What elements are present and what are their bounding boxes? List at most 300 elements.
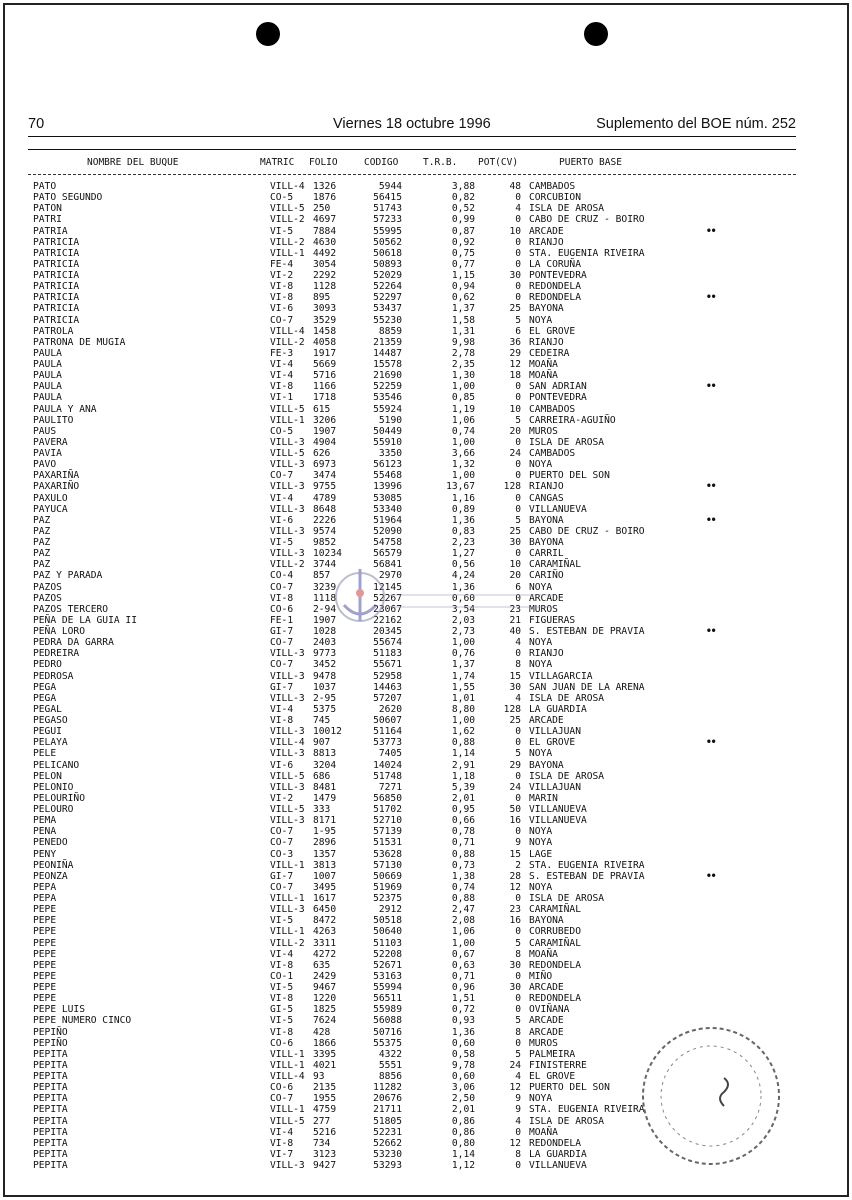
- table-row: [0, 938, 852, 949]
- puerto-base: BAYONA: [529, 514, 564, 526]
- potencia: 0: [515, 893, 521, 904]
- potencia: 21: [509, 614, 521, 626]
- table-row: [0, 971, 852, 982]
- vessel-name: PEPE: [33, 915, 57, 927]
- codigo: 12145: [373, 581, 402, 593]
- potencia: 5: [515, 937, 521, 949]
- col-pot: POT(CV): [478, 157, 519, 168]
- table-row: [0, 381, 852, 392]
- publication-title: Suplemento del BOE núm. 252: [596, 116, 796, 132]
- vessel-name: PAZ: [33, 559, 51, 571]
- puerto-base: NOYA: [529, 314, 553, 326]
- matricula: GI-7: [270, 870, 294, 882]
- matricula: FE-4: [270, 258, 294, 270]
- codigo: 3350: [378, 448, 402, 459]
- potencia: 24: [509, 781, 521, 793]
- puerto-base: SAN ADRIAN: [529, 381, 587, 393]
- trb: 0,93: [451, 1015, 475, 1027]
- codigo: 20676: [373, 1093, 402, 1105]
- matricula: VI-6: [270, 514, 294, 526]
- codigo: 2912: [378, 904, 402, 916]
- folio: 2-95: [313, 692, 337, 704]
- matricula: VILL-3: [270, 726, 305, 738]
- table-row: [0, 804, 852, 815]
- col-folio: FOLIO: [309, 157, 338, 168]
- potencia: 20: [509, 570, 521, 582]
- trb: 0,77: [451, 258, 475, 270]
- matricula: VI-4: [270, 492, 294, 504]
- vessel-name: PEPITA: [33, 1082, 68, 1094]
- codigo: 53163: [373, 970, 402, 982]
- trb: 1,30: [451, 370, 475, 382]
- puerto-base: MIÑO: [529, 970, 553, 982]
- vessel-name: PEGASO: [33, 715, 68, 726]
- vessel-name: PEPITA: [33, 1148, 68, 1160]
- folio: 3474: [313, 470, 337, 482]
- potencia: 0: [515, 459, 521, 471]
- codigo: 55674: [373, 637, 402, 649]
- puerto-base: CABO DE CRUZ - BOIRO: [529, 214, 645, 226]
- folio: 1479: [313, 792, 337, 804]
- codigo: 50669: [373, 870, 402, 882]
- folio: 1326: [313, 181, 337, 192]
- potencia: 5: [515, 748, 521, 760]
- vessel-name: PATRICIA: [33, 247, 80, 259]
- table-row: [0, 760, 852, 771]
- codigo: 22162: [373, 614, 402, 626]
- puerto-base: RIANJO: [529, 648, 564, 660]
- folio: 6450: [313, 904, 337, 916]
- folio: 8472: [313, 915, 337, 927]
- matricula: CO-7: [270, 837, 294, 849]
- matricula: VI-5: [270, 225, 294, 237]
- table-row: [0, 671, 852, 682]
- codigo: 7271: [378, 781, 402, 793]
- trb: 1,14: [451, 748, 475, 760]
- potencia: 36: [509, 336, 521, 348]
- trb: 1,18: [451, 770, 475, 782]
- folio: 1866: [313, 1037, 337, 1049]
- trb: 1,27: [451, 548, 475, 560]
- puerto-base: PUERTO DEL SON: [529, 470, 610, 482]
- potencia: 10: [509, 559, 521, 571]
- matricula: VILL-3: [270, 548, 305, 560]
- folio: 1876: [313, 192, 337, 204]
- codigo: 52267: [373, 592, 402, 604]
- folio: 3093: [313, 303, 337, 315]
- potencia: 8: [515, 1026, 521, 1038]
- codigo: 56511: [373, 993, 402, 1005]
- vessel-name: PELICANO: [33, 759, 80, 771]
- codigo: 53293: [373, 1160, 402, 1171]
- potencia: 0: [515, 826, 521, 838]
- puerto-base: VILLANUEVA: [529, 804, 587, 815]
- vessel-name: PEDRO: [33, 659, 62, 671]
- vessel-name: PATRONA DE MUGIA: [33, 336, 126, 348]
- trb: 1,58: [451, 314, 475, 326]
- trb: 1,00: [451, 637, 475, 649]
- folio: 1128: [313, 281, 337, 293]
- puerto-base: S. ESTEBAN DE PRAVIA: [529, 870, 645, 882]
- watermark-anchor-logo: [330, 555, 560, 640]
- vessel-name: PEPE: [33, 970, 57, 982]
- codigo: 52029: [373, 270, 402, 281]
- vessel-name: PAULA: [33, 370, 62, 382]
- folio: 5669: [313, 359, 337, 370]
- puerto-base: OVIÑANA: [529, 1004, 570, 1016]
- table-row: [0, 237, 852, 248]
- table-row: [0, 960, 852, 971]
- puerto-base: VILLAJUAN: [529, 726, 581, 738]
- matricula: VILL-1: [270, 1048, 305, 1060]
- codigo: 2620: [378, 703, 402, 715]
- trb: 0,87: [451, 225, 475, 237]
- puerto-base: NOYA: [529, 826, 553, 838]
- folio: 1037: [313, 681, 337, 693]
- puerto-base: NOYA: [529, 881, 553, 893]
- vessel-name: PAULA: [33, 347, 62, 359]
- folio: 3395: [313, 1048, 337, 1060]
- table-row: [0, 860, 852, 871]
- puerto-base: CORCUBION: [529, 192, 581, 204]
- page-header: [28, 116, 796, 136]
- potencia: 8: [515, 948, 521, 960]
- codigo: 50607: [373, 715, 402, 726]
- table-row: [0, 315, 852, 326]
- codigo: 21690: [373, 370, 402, 382]
- folio: 615: [313, 403, 331, 415]
- trb: 0,67: [451, 948, 475, 960]
- potencia: 0: [515, 436, 521, 448]
- table-row: [0, 659, 852, 670]
- table-row: [0, 726, 852, 737]
- folio: 1220: [313, 993, 337, 1005]
- puerto-base: CARAMIÑAL: [529, 904, 581, 916]
- folio: 1-95: [313, 826, 337, 838]
- vessel-name: PATRICIA: [33, 236, 80, 248]
- potencia: 5: [515, 1015, 521, 1027]
- page-date: Viernes 18 octubre 1996: [333, 116, 491, 132]
- puerto-base: PONTEVEDRA: [529, 270, 587, 281]
- potencia: 16: [509, 915, 521, 927]
- table-row: [0, 748, 852, 759]
- potencia: 0: [515, 648, 521, 660]
- matricula: CO-7: [270, 637, 294, 649]
- puerto-base: BAYONA: [529, 759, 564, 771]
- codigo: 8856: [378, 1071, 402, 1082]
- puerto-base: ARCADE: [529, 1015, 564, 1027]
- potencia: 30: [509, 982, 521, 993]
- matricula: VILL-3: [270, 525, 305, 537]
- codigo: 50618: [373, 247, 402, 259]
- codigo: 51969: [373, 881, 402, 893]
- table-row: [0, 303, 852, 314]
- potencia: 29: [509, 759, 521, 771]
- folio: 1907: [313, 614, 337, 626]
- potencia: 0: [515, 1126, 521, 1138]
- trb: 2,47: [451, 904, 475, 916]
- matricula: VI-4: [270, 948, 294, 960]
- trb: 0,58: [451, 1048, 475, 1060]
- codigo: 51964: [373, 514, 402, 526]
- trb: 8,80: [451, 703, 475, 715]
- codigo: 50518: [373, 915, 402, 927]
- potencia: 4: [515, 637, 521, 649]
- folio: 4058: [313, 336, 337, 348]
- matricula: VI-5: [270, 915, 294, 927]
- table-row: [0, 481, 852, 492]
- codigo: 55924: [373, 403, 402, 415]
- trb: 1,62: [451, 726, 475, 738]
- matricula: VILL-1: [270, 893, 305, 904]
- matricula: VILL-2: [270, 236, 305, 248]
- trb: 1,19: [451, 403, 475, 415]
- trb: 2,03: [451, 614, 475, 626]
- puerto-base: MARIN: [529, 792, 558, 804]
- vessel-name: PEDREIRA: [33, 648, 80, 660]
- vessel-name: PEDRA DA GARRA: [33, 637, 114, 649]
- potencia: 30: [509, 681, 521, 693]
- vessel-name: PEPE LUIS: [33, 1004, 85, 1016]
- trb: 0,62: [451, 292, 475, 304]
- trb: 1,37: [451, 659, 475, 671]
- table-row: [0, 214, 852, 225]
- table-row: [0, 248, 852, 259]
- vessel-name: PATRICIA: [33, 281, 80, 293]
- potencia: 24: [509, 1059, 521, 1071]
- matricula: VILL-5: [270, 448, 305, 459]
- folio: 4272: [313, 948, 337, 960]
- trb: 0,95: [451, 804, 475, 815]
- codigo: 52710: [373, 815, 402, 827]
- codigo: 55994: [373, 982, 402, 993]
- binder-hole-left: [256, 22, 280, 46]
- potencia: 0: [515, 492, 521, 504]
- puerto-base: MOAÑA: [529, 370, 558, 382]
- vessel-name: PEPA: [33, 881, 57, 893]
- potencia: 48: [509, 181, 521, 192]
- folio: 333: [313, 804, 331, 815]
- potencia: 4: [515, 692, 521, 704]
- vessel-name: PEONIÑA: [33, 859, 74, 871]
- table-row: [0, 949, 852, 960]
- puerto-base: STA. EUGENIA RIVEIRA: [529, 1104, 645, 1116]
- folio: 1917: [313, 347, 337, 359]
- codigo: 56415: [373, 192, 402, 204]
- matricula: CO-6: [270, 603, 294, 615]
- trb: 1,00: [451, 470, 475, 482]
- trb: 2,01: [451, 1104, 475, 1116]
- codigo: 50562: [373, 236, 402, 248]
- potencia: 24: [509, 448, 521, 459]
- codigo: 14024: [373, 759, 402, 771]
- matricula: VILL-3: [270, 481, 305, 493]
- trb: 1,74: [451, 670, 475, 682]
- vessel-name: PAUS: [33, 425, 57, 437]
- col-codigo: CODIGO: [364, 157, 399, 168]
- trb: 1,14: [451, 1148, 475, 1160]
- folio: 907: [313, 737, 331, 749]
- matricula: CO-7: [270, 314, 294, 326]
- mark: ••: [706, 514, 716, 526]
- vessel-name: PEPE: [33, 937, 57, 949]
- codigo: 56123: [373, 459, 402, 471]
- folio: 4789: [313, 492, 337, 504]
- trb: 1,36: [451, 581, 475, 593]
- puerto-base: LA GUARDIA: [529, 1148, 587, 1160]
- folio: 9773: [313, 648, 337, 660]
- puerto-base: CABO DE CRUZ - BOIRO: [529, 525, 645, 537]
- codigo: 53085: [373, 492, 402, 504]
- trb: 3,66: [451, 448, 475, 459]
- folio: 4759: [313, 1104, 337, 1116]
- codigo: 51164: [373, 726, 402, 738]
- puerto-base: ARCADE: [529, 225, 564, 237]
- puerto-base: FINISTERRE: [529, 1059, 587, 1071]
- trb: 2,91: [451, 759, 475, 771]
- codigo: 53230: [373, 1148, 402, 1160]
- potencia: 8: [515, 659, 521, 671]
- table-row: [0, 203, 852, 214]
- trb: 1,16: [451, 492, 475, 504]
- vessel-name: PATO SEGUNDO: [33, 192, 103, 204]
- codigo: 52375: [373, 893, 402, 904]
- potencia: 6: [515, 581, 521, 593]
- column-header-rule: [28, 174, 796, 175]
- codigo: 55375: [373, 1037, 402, 1049]
- matricula: VI-8: [270, 993, 294, 1005]
- trb: 0,52: [451, 203, 475, 215]
- trb: 2,35: [451, 359, 475, 370]
- matricula: VILL-3: [270, 436, 305, 448]
- matricula: VILL-1: [270, 414, 305, 426]
- codigo: 57207: [373, 692, 402, 704]
- folio: 3452: [313, 659, 337, 671]
- folio: 635: [313, 959, 331, 971]
- puerto-base: RIANJO: [529, 481, 564, 493]
- codigo: 55995: [373, 225, 402, 237]
- folio: 9478: [313, 670, 337, 682]
- potencia: 16: [509, 815, 521, 827]
- potencia: 2: [515, 859, 521, 871]
- folio: 3054: [313, 258, 337, 270]
- folio: 3495: [313, 881, 337, 893]
- vessel-name: PEPIÑO: [33, 1037, 68, 1049]
- matricula: CO-7: [270, 659, 294, 671]
- puerto-base: REDONDELA: [529, 993, 581, 1005]
- folio: 2-94: [313, 603, 337, 615]
- matricula: VI-5: [270, 537, 294, 548]
- trb: 0,78: [451, 826, 475, 838]
- codigo: 21359: [373, 336, 402, 348]
- vessel-name: PAXULO: [33, 492, 68, 504]
- table-row: [0, 359, 852, 370]
- potencia: 15: [509, 670, 521, 682]
- trb: 3,06: [451, 1082, 475, 1094]
- trb: 0,83: [451, 525, 475, 537]
- vessel-name: PEPITA: [33, 1048, 68, 1060]
- trb: 1,32: [451, 459, 475, 471]
- matricula: CO-3: [270, 848, 294, 860]
- potencia: 128: [503, 703, 521, 715]
- table-row: [0, 1004, 852, 1015]
- table-row: [0, 504, 852, 515]
- table-row: [0, 782, 852, 793]
- folio: 2896: [313, 837, 337, 849]
- codigo: 4322: [378, 1048, 402, 1060]
- folio: 745: [313, 715, 331, 726]
- puerto-base: MUROS: [529, 603, 558, 615]
- codigo: 51805: [373, 1115, 402, 1127]
- codigo: 54758: [373, 537, 402, 548]
- vessel-name: PAZ Y PARADA: [33, 570, 103, 582]
- table-row: [0, 515, 852, 526]
- puerto-base: EL GROVE: [529, 1071, 576, 1082]
- vessel-name: PELE: [33, 748, 57, 760]
- puerto-base: CARAMIÑAL: [529, 559, 581, 571]
- potencia: 128: [503, 481, 521, 493]
- vessel-name: PAVO: [33, 459, 57, 471]
- vessel-name: PATRICIA: [33, 258, 80, 270]
- folio: 1955: [313, 1093, 337, 1105]
- folio: 1617: [313, 893, 337, 904]
- codigo: 52231: [373, 1126, 402, 1138]
- vessel-name: PAZOS TERCERO: [33, 603, 109, 615]
- mark: ••: [706, 381, 716, 393]
- matricula: VI-4: [270, 1126, 294, 1138]
- matricula: VI-6: [270, 759, 294, 771]
- puerto-base: ARCADE: [529, 1026, 564, 1038]
- codigo: 5944: [378, 181, 402, 192]
- folio: 3311: [313, 937, 337, 949]
- puerto-base: CAMBADOS: [529, 448, 576, 459]
- folio: 3123: [313, 1148, 337, 1160]
- trb: 2,50: [451, 1093, 475, 1105]
- folio: 2292: [313, 270, 337, 281]
- puerto-base: S. ESTEBAN DE PRAVIA: [529, 626, 645, 637]
- table-row: [0, 181, 852, 192]
- potencia: 6: [515, 325, 521, 337]
- potencia: 4: [515, 203, 521, 215]
- vessel-name: PATRI: [33, 214, 62, 226]
- folio: 1166: [313, 381, 337, 393]
- folio: 8813: [313, 748, 337, 760]
- table-row: [0, 871, 852, 882]
- folio: 10012: [313, 726, 342, 738]
- matricula: VI-8: [270, 381, 294, 393]
- codigo: 51702: [373, 804, 402, 815]
- folio: 1007: [313, 870, 337, 882]
- codigo: 21711: [373, 1104, 402, 1116]
- puerto-base: CORRUBEDO: [529, 926, 581, 938]
- folio: 1825: [313, 1004, 337, 1016]
- potencia: 0: [515, 503, 521, 515]
- potencia: 23: [509, 603, 521, 615]
- puerto-base: REDONDELA: [529, 281, 581, 293]
- folio: 2403: [313, 637, 337, 649]
- vessel-name: PATROLA: [33, 325, 74, 337]
- matricula: VI-2: [270, 792, 294, 804]
- trb: 2,08: [451, 915, 475, 927]
- vessel-name: PEPE: [33, 982, 57, 993]
- folio: 4697: [313, 214, 337, 226]
- folio: 857: [313, 570, 331, 582]
- mark: ••: [706, 626, 716, 637]
- codigo: 5190: [378, 414, 402, 426]
- puerto-base: VILLANUEVA: [529, 815, 587, 827]
- matricula: VI-5: [270, 1015, 294, 1027]
- vessel-name: PAULA Y ANA: [33, 403, 97, 415]
